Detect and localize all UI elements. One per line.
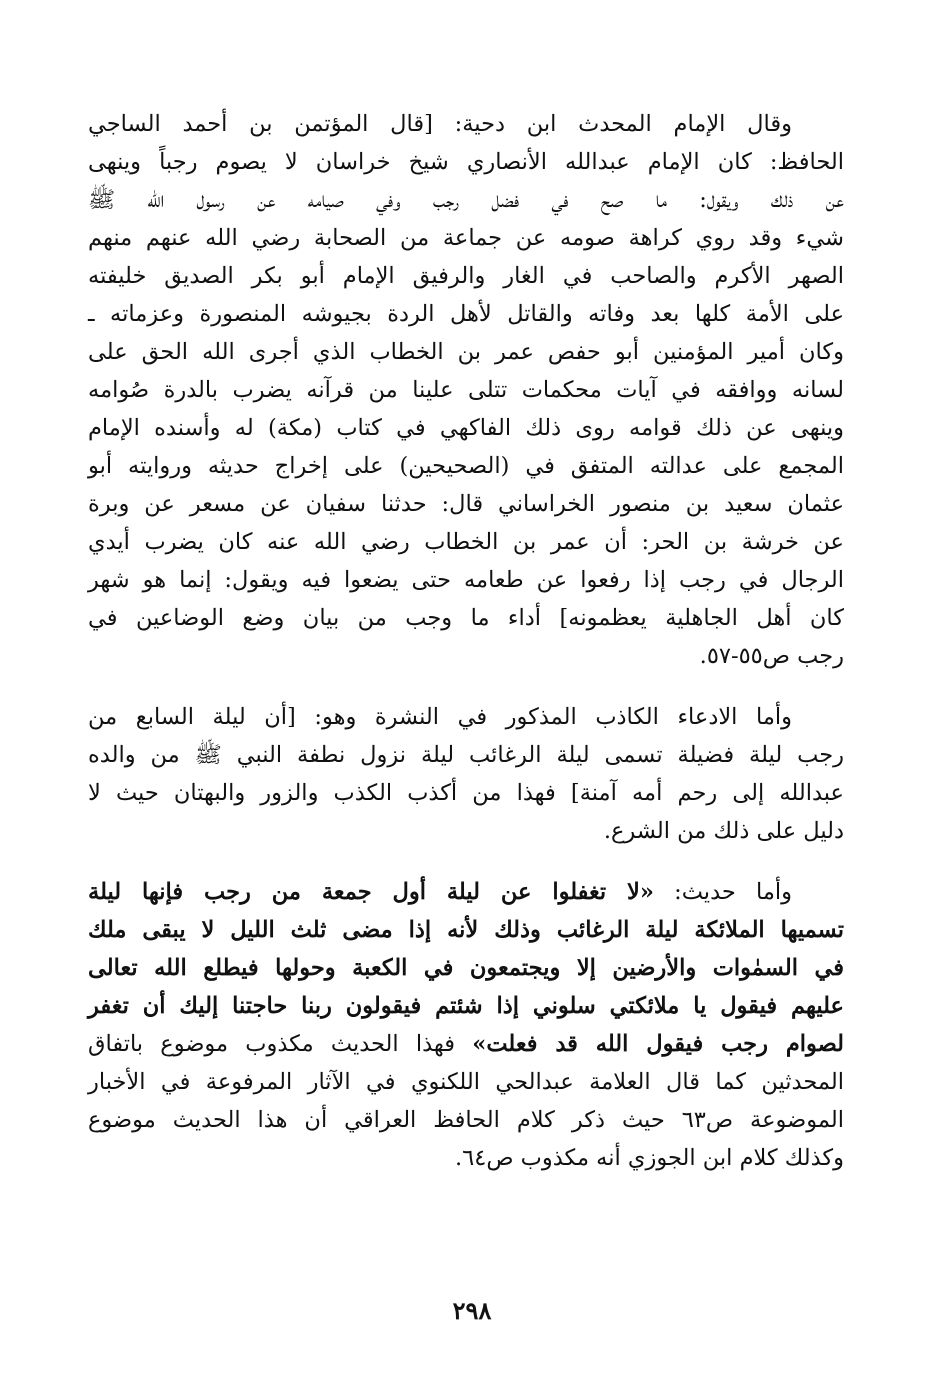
text-line: [88, 911, 844, 949]
hadith-text: تسميها الملائكة ليلة الرغائب وذلك لأنه إذا مضى ثلث الليل لا يبقى ملك: [88, 917, 844, 943]
text-line: وأما الادعاء الكاذب المذكور في النشرة وهو: [أن ليلة السابع من: [88, 704, 792, 730]
text-line: عن ذلك ويقول: ما صح في فضل رجب وفي صيامه عن رسول الله ﷺ: [88, 187, 844, 213]
paragraph-3: [88, 873, 844, 1177]
text-line: على الأمة كلها بعد وفاته والقاتل لأهل الردة بجيوشه المنصورة وعزماته ـ: [88, 301, 844, 327]
hadith-text: لصوام رجب فيقول الله قد فعلت»: [472, 1031, 845, 1057]
text-line: [88, 1025, 844, 1063]
text-run: وكذلك كلام ابن الجوزي أنه مكذوب ص٦٤.: [455, 1145, 844, 1171]
hadith-text: «لا تغفلوا عن ليلة أول جمعة من رجب فإنها ليلة: [88, 879, 654, 905]
text-line: الحافظ: كان الإمام عبدالله الأنصاري شيخ خراسان لا يصوم رجباً وينهى: [88, 149, 844, 175]
text-line: عبدالله إلى رحم أمه آمنة] فهذا من أكذب الكذب والزور والبهتان حيث لا: [88, 780, 844, 806]
text-line: الرجال في رجب إذا رفعوا عن طعامه حتى يضعوا فيه ويقول: إنما هو شهر: [88, 567, 844, 593]
text-run: الموضوعة ص٦٣ حيث ذكر كلام الحافظ العراقي أن هذا الحديث موضوع: [88, 1107, 845, 1133]
text-line: رجب ليلة فضيلة تسمى ليلة الرغائب ليلة نزول نطفة النبي ﷺ من والده: [88, 742, 844, 768]
paragraph-1: [88, 105, 844, 675]
text-line: وكان أمير المؤمنين أبو حفص عمر بن الخطاب الذي أجرى الله الحق على: [88, 339, 844, 365]
paragraph-2: [88, 698, 844, 850]
text-line: [88, 949, 844, 987]
text-line: وقال الإمام المحدث ابن دحية: [قال المؤتمن بن أحمد الساجي: [88, 111, 792, 137]
text-line: رجب ص٥٥-٥٧.: [699, 643, 844, 669]
page-number: ٢٩٨: [452, 1296, 492, 1325]
text-line: [88, 1063, 844, 1101]
text-line: الصهر الأكرم والصاحب في الغار والرفيق الإمام أبو بكر الصديق خليفته: [88, 263, 844, 289]
hadith-text: عليهم فيقول يا ملائكتي سلوني إذا شئتم فيقولون ربنا حاجتنا إليك أن تغفر: [88, 993, 844, 1019]
text-run: المحدثين كما قال العلامة عبدالحي اللكنوي في الآثار المرفوعة في الأخبار: [88, 1069, 844, 1095]
hadith-text: في السمٰوات والأرضين إلا ويجتمعون في الكعبة وحولها فيطلع الله تعالى: [88, 955, 844, 981]
text-line: وينهى عن ذلك قوامه روى ذلك الفاكهي في كتاب (مكة) له وأسنده الإمام: [88, 415, 844, 441]
text-line: عن خرشة بن الحر: أن عمر بن الخطاب رضي الله عنه كان يضرب أيدي: [88, 529, 844, 555]
page-body: [88, 105, 844, 1200]
text-line: [88, 873, 844, 911]
text-run: فهذا الحديث مكذوب موضوع باتفاق: [88, 1031, 473, 1057]
text-line: المجمع على عدالته المتفق في (الصحيحين) على إخراج حديثه وروايته أبو: [88, 453, 844, 479]
text-line: دليل على ذلك من الشرع.: [603, 818, 844, 844]
text-line: [88, 1139, 844, 1177]
text-line: [88, 987, 844, 1025]
text-line: [88, 1101, 844, 1139]
text-run: وأما حديث:: [653, 879, 793, 905]
text-line: كان أهل الجاهلية يعظمونه] أداء ما وجب من بيان وضع الوضاعين في: [88, 605, 844, 631]
text-line: لسانه ووافقه في آيات محكمات تتلى علينا من قرآنه يضرب بالدرة صُوامه: [88, 377, 844, 403]
text-line: عثمان سعيد بن منصور الخراساني قال: حدثنا سفيان عن مسعر عن وبرة: [88, 491, 844, 517]
text-line: شيء وقد روي كراهة صومه عن جماعة من الصحابة رضي الله عنهم منهم: [88, 225, 844, 251]
